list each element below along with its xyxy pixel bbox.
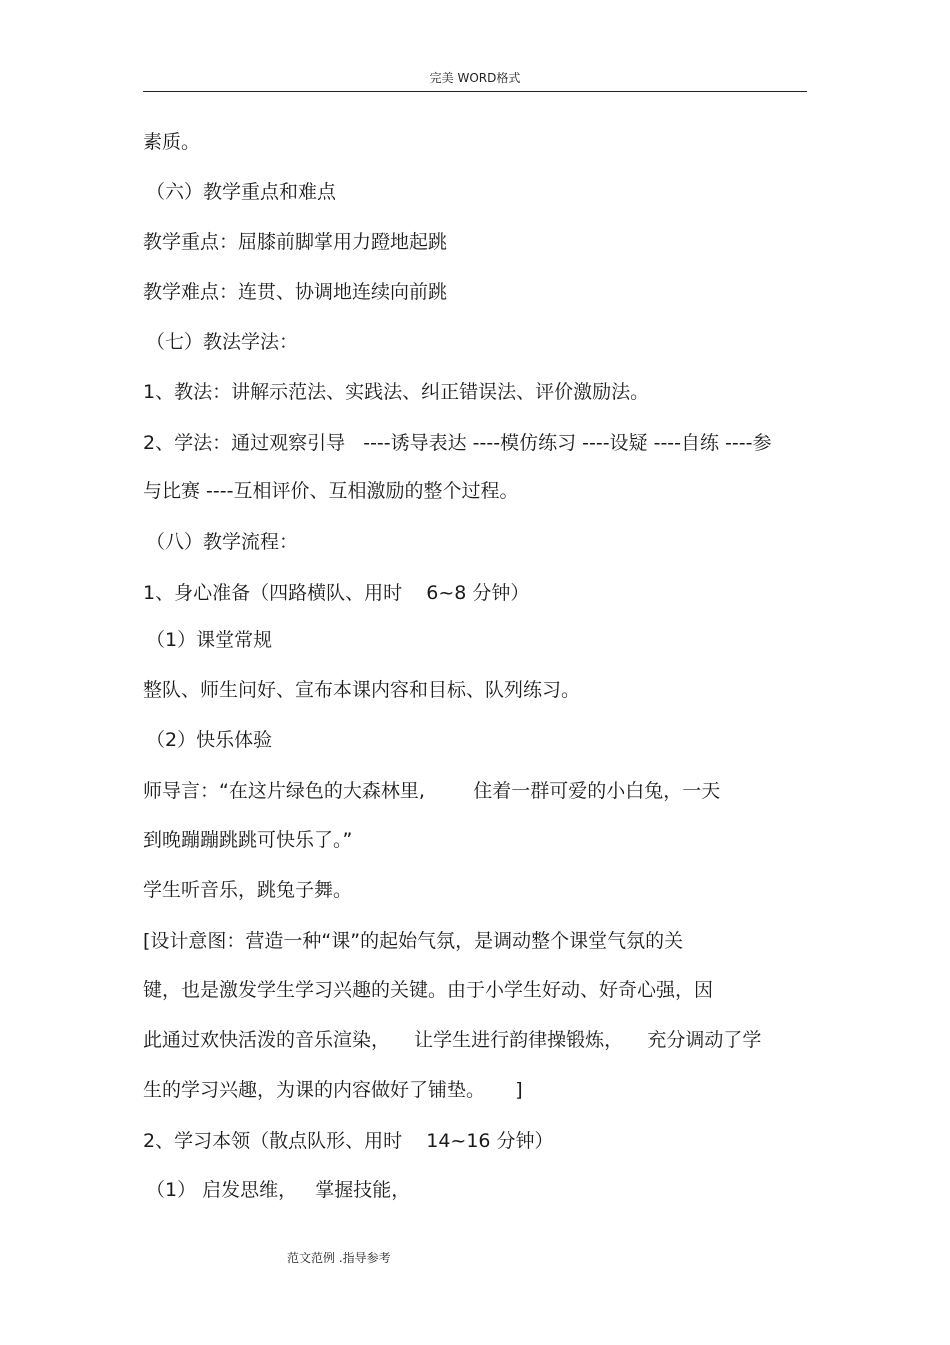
paragraph-line: 师导言：“在这片绿色的大森林里, 住着一群可爱的小白兔，一天: [143, 780, 721, 802]
paragraph-line: 与比赛 ----互相评价、互相激励的整个过程。: [143, 480, 519, 502]
subsection-heading: （1）课堂常规: [146, 629, 273, 651]
paragraph-line: 2、学习本领（散点队形、用时 14~16 分钟）: [143, 1130, 554, 1152]
paragraph-line: 教学难点：连贯、协调地连续向前跳: [143, 281, 448, 303]
paragraph-line: 2、学法：通过观察引导 ----诱导表达 ----模仿练习 ----设疑 ----自练 ----参: [143, 432, 772, 454]
paragraph-line: 教学重点：屈膝前脚掌用力蹬地起跳: [143, 231, 448, 253]
section-heading: （六）教学重点和难点: [146, 181, 337, 203]
paragraph-line: 素质。: [143, 131, 201, 153]
paragraph-line: 到晚蹦蹦跳跳可快乐了。”: [143, 829, 353, 851]
paragraph-line: 此通过欢快活泼的音乐渲染， 让学生进行韵律操锻炼， 充分调动了学: [143, 1029, 762, 1051]
paragraph-line: 整队、师生问好、宣布本课内容和目标、队列练习。: [143, 679, 581, 701]
paragraph-line: [设计意图：营造一种“课”的起始气氛，是调动整个课堂气氛的关: [143, 930, 684, 952]
page-footer: 范文范例 .指导参考: [287, 1251, 391, 1265]
paragraph-line: 生的学习兴趣，为课的内容做好了铺垫。 ]: [143, 1079, 523, 1101]
header-title: 完美 WORD格式: [429, 71, 521, 85]
paragraph-line: 1、教法：讲解示范法、实践法、纠正错误法、评价激励法。: [143, 381, 650, 403]
paragraph-line: 键，也是激发学生学习兴趣的关键。由于小学生好动、好奇心强，因: [143, 979, 714, 1001]
header-divider: [143, 91, 807, 92]
subsection-heading: （1） 启发思维， 掌握技能，: [146, 1179, 411, 1201]
subsection-heading: （2）快乐体验: [146, 729, 273, 751]
paragraph-line: 1、身心准备（四路横队、用时 6~8 分钟）: [143, 582, 530, 604]
paragraph-line: 学生听音乐，跳兔子舞。: [143, 879, 353, 901]
section-heading: （八）教学流程：: [146, 531, 299, 553]
section-heading: （七）教法学法：: [146, 331, 299, 353]
